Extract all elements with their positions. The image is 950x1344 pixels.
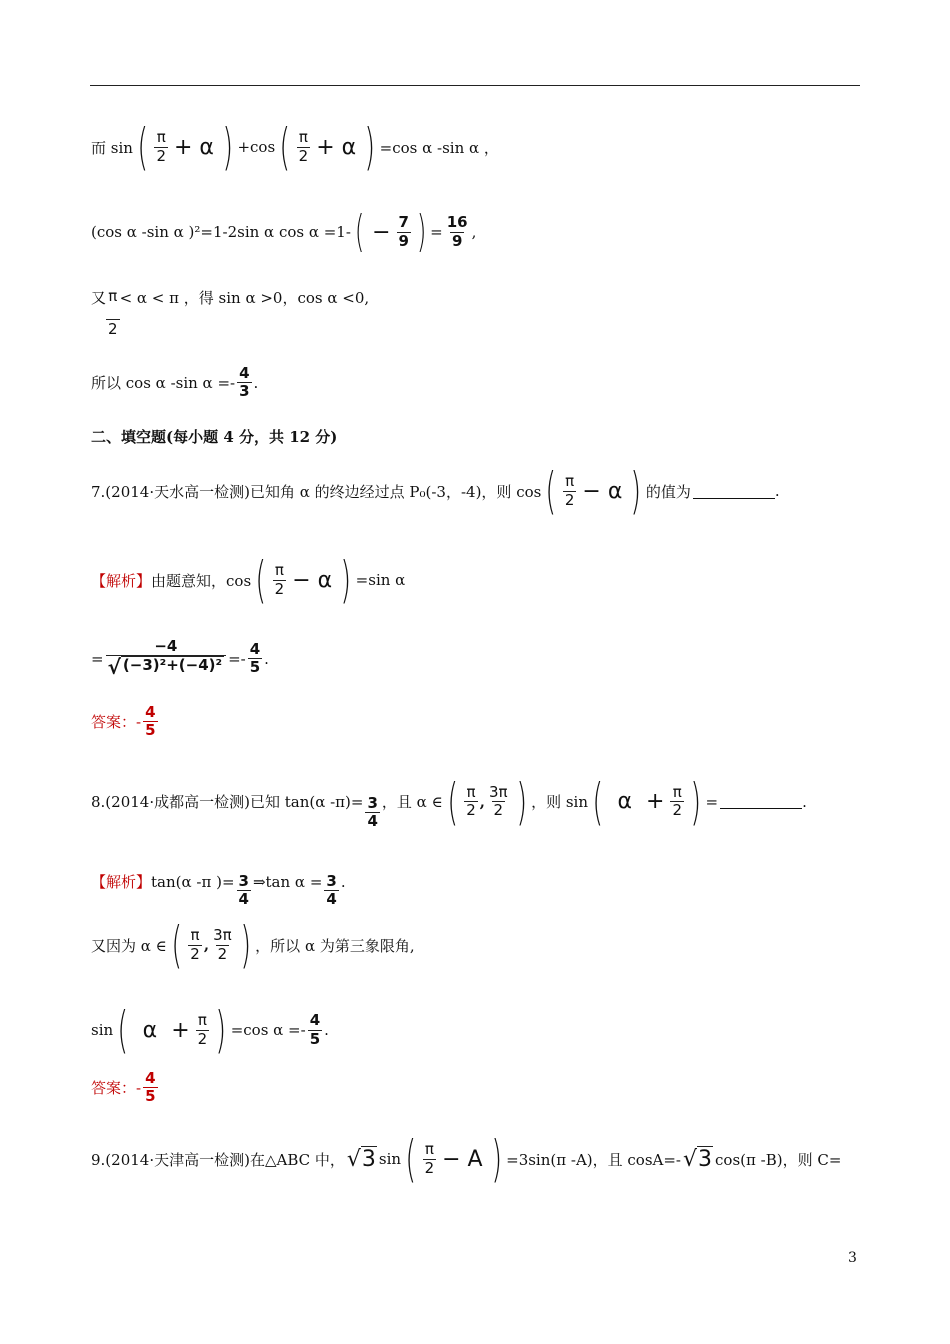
answer-blank: [693, 484, 775, 499]
fraction: $\frac{7}{9}$: [398, 213, 409, 250]
plus-alpha: + α: [316, 134, 357, 160]
fraction: $\frac{4}{5}$: [145, 1069, 156, 1106]
analysis-tag: 【解析】: [91, 571, 152, 590]
header-rule: [90, 85, 860, 86]
fraction: $\frac{4}{5}$: [145, 703, 156, 740]
fraction: $\frac{\pi}{2}$: [672, 783, 683, 820]
answer-blank: [720, 794, 802, 809]
q8-analysis-line2: 又因为 α ∈ ( $\frac{\pi}{2}$ , $\frac{3\pi}{2}$ ) ，所以 α 为第三象限角,: [91, 916, 415, 974]
fraction: $\frac{\pi}{2}$: [466, 783, 476, 820]
fraction: $\frac{4}{5}$: [309, 1011, 321, 1048]
line2-prefix: (cos α -sin α )²=1-2sin α cos α =1-: [91, 223, 351, 241]
analysis-tag: 【解析】: [91, 873, 152, 892]
q8-answer: 答案： - $\frac{4}{5}$: [91, 1069, 156, 1106]
line3-rest: < α < π ，得 sin α >0，cos α <0,: [119, 289, 370, 307]
question-9: 9.(2014·天津高一检测)在△ABC 中， √ 3 sin ( $\frac{\pi}{2}$ − A ) =3sin(π -A)，且 cosA=- √ 3 cos(π -B)，则 C=: [91, 1130, 842, 1188]
left-paren: (: [592, 772, 604, 831]
fraction: $\frac{\pi}{2}$: [190, 926, 200, 963]
fraction: $\frac{4}{3}$: [239, 364, 250, 401]
sqrt-fraction: −4 √ (−3)²+(−4)²: [106, 638, 226, 679]
right-paren: ): [491, 1130, 502, 1188]
right-paren: ): [340, 551, 352, 609]
fraction: $\frac{\pi}{2}$: [274, 561, 285, 598]
fraction: $\frac{4}{5}$: [249, 639, 261, 677]
left-paren: (: [545, 462, 557, 520]
line4-prefix: 所以 cos α -sin α =-: [91, 374, 236, 393]
q8-analysis: 【解析】 tan(α -π )= $\frac{3}{4}$ ⇒tan α = $\frac{3}{4}$ .: [91, 872, 346, 909]
plus-alpha: + α: [174, 134, 214, 160]
line-2: [91, 206, 477, 257]
fraction: $\frac{3\pi}{2}$: [488, 783, 508, 820]
fraction: $\frac{16}{9}$: [446, 213, 468, 250]
equals: =: [430, 223, 443, 241]
q8-text: 8.(2014·成都高一检测)已知 tan(α -π)=: [91, 793, 364, 812]
fraction: $\frac{3}{4}$: [238, 872, 249, 909]
left-paren: (: [171, 916, 182, 974]
line1-prefix: 而 sin: [91, 138, 133, 157]
right-paren: ): [240, 916, 251, 974]
right-paren: ): [690, 772, 702, 831]
line2-end: ,: [471, 223, 477, 241]
left-paren: (: [354, 206, 365, 257]
answer-label: 答案：: [91, 713, 137, 732]
right-paren: ): [222, 118, 234, 176]
line-1: [91, 118, 499, 176]
q7-answer: 答案： - $\frac{4}{5}$: [91, 703, 156, 740]
sqrt-3: √ 3: [346, 1146, 376, 1172]
fraction: $\frac{\pi}{2}$: [424, 1140, 435, 1177]
left-paren: (: [405, 1130, 417, 1188]
line-4: 所以 cos α -sin α =- $\frac{4}{3}$ .: [91, 364, 259, 401]
page-number: 3: [848, 1250, 857, 1266]
q8-analysis-line3: sin ( α + $\frac{\pi}{2}$ ) =cos α =- $\frac{4}{5}$ .: [91, 1001, 329, 1059]
left-paren: (: [255, 551, 267, 609]
line1-result: =cos α -sin α ，: [379, 138, 499, 157]
question-7: 7.(2014·天水高一检测)已知角 α 的终边经过点 P₀(-3，-4)，则 cos ( $\frac{\pi}{2}$ − α ) 的值为 .: [91, 462, 780, 520]
right-paren: ): [630, 462, 642, 520]
right-paren: ): [215, 1001, 227, 1059]
q9-text: 9.(2014·天津高一检测)在△ABC 中，: [91, 1150, 345, 1169]
fraction: $\frac{\pi}{2}$: [298, 128, 309, 165]
fraction: $\frac{\pi}{2}$: [156, 128, 166, 165]
left-paren: (: [137, 118, 149, 176]
right-paren: ): [416, 206, 427, 257]
line1-mid: +cos: [237, 138, 276, 156]
pi-over-2: π 2: [108, 287, 118, 338]
left-paren: (: [279, 118, 291, 176]
right-paren: ): [515, 772, 527, 831]
answer-label: 答案：: [91, 1079, 137, 1098]
right-paren: ): [364, 118, 376, 176]
q7-text: 7.(2014·天水高一检测)已知角 α 的终边经过点 P₀(-3，-4)，则 cos: [91, 482, 542, 501]
left-paren: (: [447, 772, 458, 831]
minus-sign: −: [372, 219, 391, 245]
line3-prefix: 又: [91, 289, 107, 307]
fraction: $\frac{\pi}{2}$: [564, 472, 575, 509]
sqrt-symbol: √ (−3)²+(−4)²: [107, 655, 223, 680]
sqrt-3: √ 3: [683, 1146, 713, 1172]
line-3: [91, 287, 369, 338]
fraction: $\frac{\pi}{2}$: [197, 1011, 208, 1048]
q7-analysis: 【解析】 由题意知，cos ( $\frac{\pi}{2}$ − α ) =sin α: [91, 551, 406, 609]
fraction: $\frac{3\pi}{2}$: [213, 926, 232, 963]
fraction: $\frac{3}{4}$: [326, 872, 337, 909]
section-heading: 二、填空题(每小题 4 分，共 12 分): [91, 428, 338, 446]
question-8: 8.(2014·成都高一检测)已知 tan(α -π)= $\frac{3}{4}$ ，且 α ∈ ( $\frac{\pi}{2}$ , $\frac{3\pi}{2}$ ) ，则 sin ( α + $\frac{\pi}{2}$ ) = .: [91, 772, 807, 831]
q7-analysis-line2: = −4 √ (−3)²+(−4)² =- $\frac{4}{5}$ .: [91, 637, 269, 680]
fraction: $\frac{3}{4}$: [367, 794, 378, 831]
left-paren: (: [117, 1001, 129, 1059]
